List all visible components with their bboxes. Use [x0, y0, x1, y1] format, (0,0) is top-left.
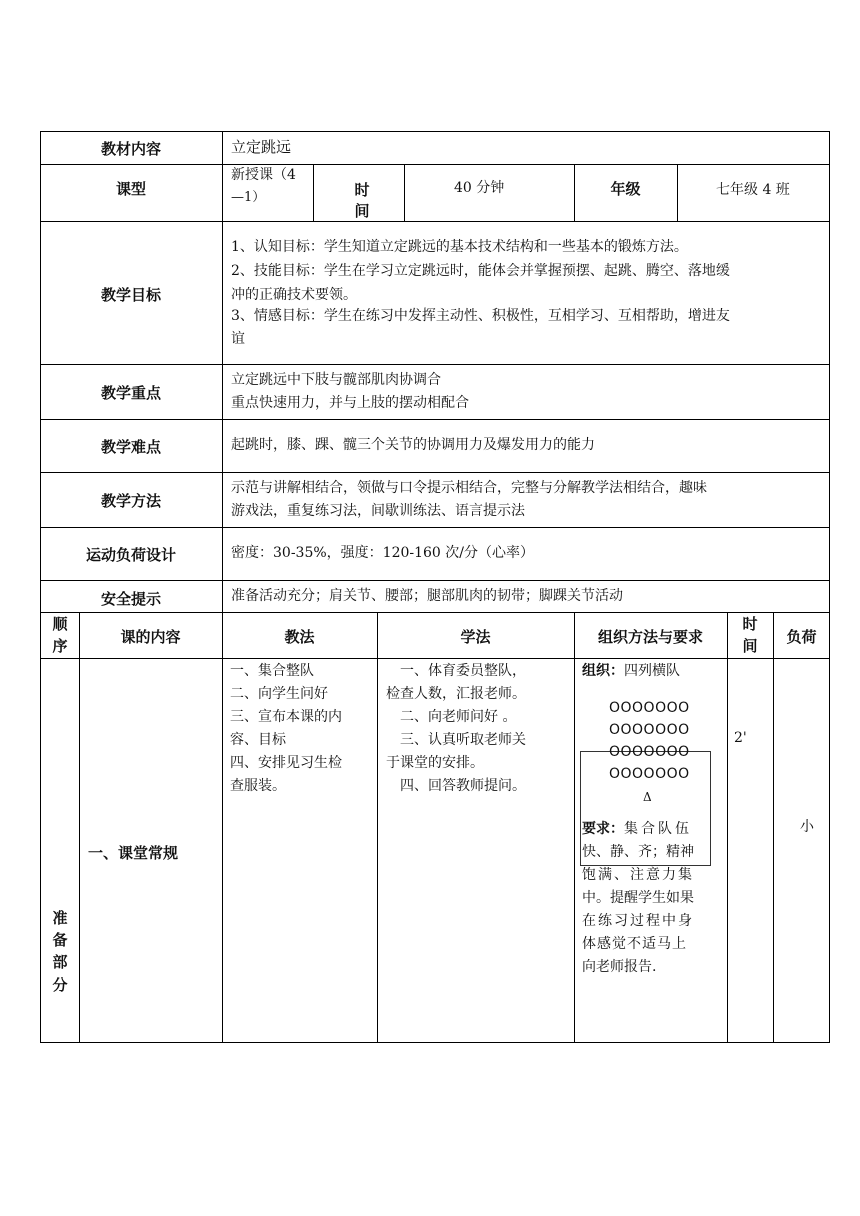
org-label: 组织：: [582, 663, 624, 679]
method-line: 游戏法，重复练习法，间歇训练法、语言提示法: [231, 503, 525, 519]
methods-label: 教学方法: [100, 492, 161, 510]
row-rule: [40, 527, 830, 528]
col-rule: [222, 612, 223, 1043]
safety-label: 安全提示: [100, 590, 161, 608]
load-design-text: 密度：30-35%，强度：120-160 次/分（心率）: [231, 545, 535, 561]
req-line: 在练习过程中身: [582, 913, 694, 929]
col-order-1: 顺: [52, 615, 68, 633]
col-rule: [377, 612, 378, 1043]
col-time-2: 间: [742, 637, 758, 655]
learning-line: 检查人数，汇报老师。: [386, 686, 526, 702]
difficulties-label: 教学难点: [100, 438, 161, 456]
req-line: 集合队伍: [624, 821, 692, 837]
col-rule: [773, 612, 774, 1043]
teacher-mark: Δ: [643, 790, 652, 804]
material-value: 立定跳远: [231, 138, 292, 156]
objective-line: 3、情感目标：学生在练习中发挥主动性、积极性，互相学习、互相帮助，增进友: [231, 308, 730, 324]
grade-label: 年级: [610, 180, 641, 198]
type-label: 课型: [115, 180, 146, 198]
col-load: 负荷: [786, 628, 817, 646]
req-line: 向老师报告.: [582, 959, 657, 975]
row-rule: [40, 612, 830, 613]
col-rule: [574, 612, 575, 1043]
teaching-line: 查服装。: [230, 778, 286, 794]
col-organization: 组织方法与要求: [597, 628, 703, 646]
row-rule: [40, 164, 830, 165]
col-rule: [222, 131, 223, 612]
col-teaching: 教法: [284, 628, 315, 646]
formation-row: OOOOOOO: [609, 744, 690, 760]
objective-line: 1、认知目标：学生知道立定跳远的基本技术结构和一些基本的锻炼方法。: [231, 239, 688, 255]
col-order-2: 序: [52, 637, 68, 655]
row-rule: [40, 221, 830, 222]
formation-row: OOOOOOO: [609, 722, 690, 738]
req-line-first: [582, 818, 692, 841]
section-content: 一、课堂常规: [88, 844, 179, 862]
formation-row: OOOOOOO: [609, 766, 690, 782]
part-char: 准: [52, 909, 68, 927]
teaching-line: 一、集合整队: [230, 663, 314, 679]
req-line: 饱满、注意力集: [582, 867, 694, 883]
part-char: 备: [52, 931, 68, 949]
teaching-line: 容、目标: [230, 732, 286, 748]
grade-value: 七年级 4 班: [716, 182, 790, 198]
time-label-1: 时: [354, 181, 370, 199]
row-rule: [40, 580, 830, 581]
objective-line: 谊: [231, 331, 245, 347]
part-char: 部: [52, 953, 68, 971]
col-rule: [404, 164, 405, 221]
method-line: 示范与讲解相结合，领做与口令提示相结合，完整与分解教学法相结合，趣味: [231, 480, 707, 496]
col-rule: [79, 612, 80, 1043]
safety-text: 准备活动充分；肩关节、腰部；腿部肌肉的韧带；脚踝关节活动: [231, 588, 623, 604]
time-value-cell: 2': [734, 730, 747, 746]
org-value: 四列横队: [624, 663, 680, 679]
time-value: 40 分钟: [454, 180, 505, 196]
objective-line: 冲的正确技术要领。: [231, 287, 357, 303]
learning-line: 三、认真听取老师关: [386, 732, 526, 748]
type-value-line2: —1）: [231, 190, 266, 205]
learning-line: 一、体育委员整队，: [386, 663, 526, 679]
req-line: 中。提醒学生如果: [582, 890, 694, 906]
col-rule: [313, 164, 314, 221]
key-points-label: 教学重点: [100, 384, 161, 402]
col-rule: [677, 164, 678, 221]
objectives-label: 教学目标: [100, 286, 161, 304]
row-rule: [40, 658, 830, 659]
col-time-1: 时: [742, 615, 758, 633]
org-line: [582, 660, 680, 683]
learning-line: 于课堂的安排。: [386, 755, 484, 771]
req-label: 要求：: [582, 821, 624, 837]
req-line: 体感觉不适马上: [582, 936, 687, 952]
col-learning: 学法: [460, 628, 491, 646]
row-rule: [40, 472, 830, 473]
formation-row: OOOOOOO: [609, 700, 690, 716]
col-rule: [727, 612, 728, 1043]
material-label: 教材内容: [100, 140, 161, 158]
teaching-line: 四、安排见习生检: [230, 755, 342, 771]
type-value-line1: 新授课（4: [231, 167, 296, 183]
learning-line: 四、回答教师提问。: [386, 778, 526, 794]
load-value-cell: 小: [800, 819, 814, 835]
load-design-label: 运动负荷设计: [85, 546, 176, 564]
difficulties-text: 起跳时，膝、踝、髋三个关节的协调用力及爆发用力的能力: [231, 437, 595, 453]
objective-line: 2、技能目标：学生在学习立定跳远时，能体会并掌握预摆、起跳、腾空、落地缓: [231, 263, 730, 279]
learning-line: 二、向老师问好 。: [386, 709, 517, 725]
teaching-line: 三、宣布本课的内: [230, 709, 342, 725]
row-rule: [40, 364, 830, 365]
row-rule: [40, 419, 830, 420]
req-line: 快、静、齐；精神: [582, 844, 694, 860]
teaching-line: 二、向学生问好: [230, 686, 328, 702]
col-content: 课的内容: [120, 628, 181, 646]
key-point-line: 立定跳远中下肢与髋部肌肉协调合: [231, 372, 441, 388]
time-label-2: 间: [354, 202, 370, 220]
key-point-line: 重点快速用力，并与上肢的摆动相配合: [231, 395, 469, 411]
part-char: 分: [52, 976, 68, 994]
